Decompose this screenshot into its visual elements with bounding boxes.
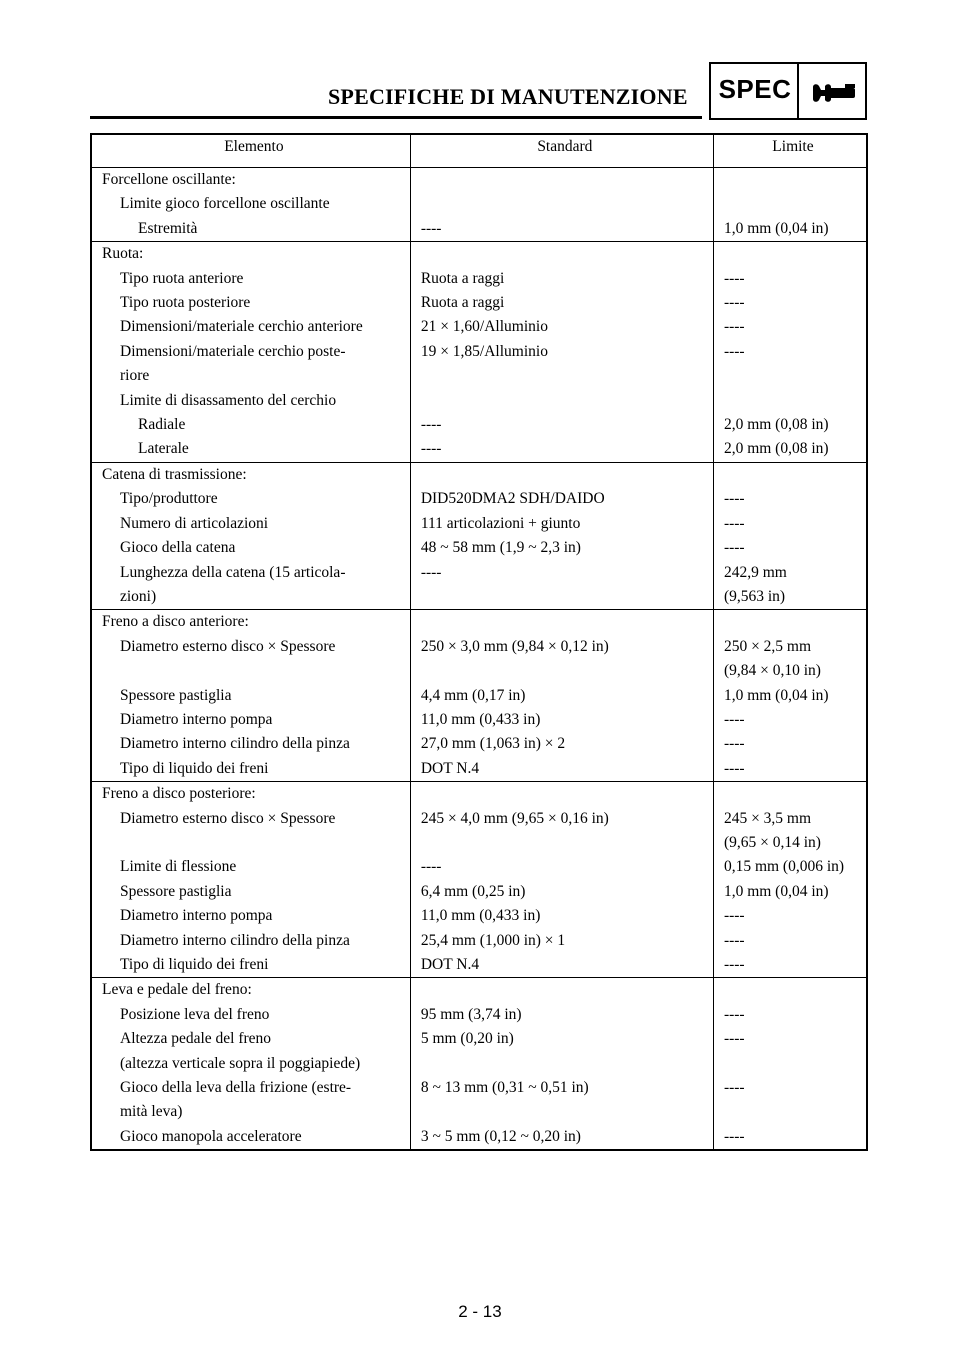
cell-standard: 19 × 1,85/Alluminio [410, 340, 713, 389]
cell-standard: 8 ~ 13 mm (0,31 ~ 0,51 in) [410, 1076, 713, 1125]
cell-limite: ---- [723, 907, 745, 925]
cell-elemento: Diametro interno pompa [91, 708, 410, 732]
cell-elemento: Diametro interno pompa [91, 904, 410, 928]
cell-standard: 11,0 mm (0,433 in) [410, 708, 713, 732]
cell-standard [410, 978, 713, 1003]
table-row [91, 610, 867, 635]
cell-elemento: Spessore pastiglia [91, 684, 410, 708]
cell-elemento: Radiale [91, 413, 410, 437]
cell-elemento: Limite di disassamento del cerchio [91, 389, 410, 413]
table-row [91, 340, 867, 389]
cell-elemento: Posizione leva del freno [91, 1003, 410, 1027]
cell-limite: ---- [723, 342, 745, 360]
cell-limite: ---- [713, 1125, 867, 1150]
cell-limite: 2,0 mm (0,08 in) [713, 437, 867, 462]
cell-limite: ---- [713, 953, 867, 978]
cell-standard: 245 × 4,0 mm (9,65 × 0,16 in) [410, 807, 713, 856]
table-row [91, 168, 867, 193]
cell-standard: 5 mm (0,20 in) [410, 1027, 713, 1076]
cell-limite [713, 782, 867, 807]
cell-limite [713, 192, 867, 216]
table-row [91, 953, 867, 978]
cell-standard: Ruota a raggi [410, 291, 713, 315]
cell-standard: DOT N.4 [410, 757, 713, 782]
table-row [91, 192, 867, 216]
cell-standard: DOT N.4 [410, 953, 713, 978]
cell-limite [713, 168, 867, 193]
table-row [91, 904, 867, 928]
table-row [91, 536, 867, 560]
cell-standard: 250 × 3,0 mm (9,84 × 0,12 in) [410, 635, 713, 684]
cell-elemento: Diametro esterno disco × Spessore [91, 807, 410, 856]
cell-standard: 21 × 1,60/Alluminio [410, 315, 713, 339]
table-header-row [91, 134, 867, 168]
table-row [91, 1125, 867, 1150]
cell-elemento: Tipo/produttore [91, 487, 410, 511]
table-row [91, 732, 867, 756]
table-row [91, 437, 867, 462]
page-title: SPECIFICHE DI MANUTENZIONE [328, 84, 688, 109]
cell-elemento: Gioco della catena [91, 536, 410, 560]
column-header-standard: Standard [410, 134, 713, 168]
cell-elemento: Ruota: [91, 242, 410, 267]
table-row [91, 880, 867, 904]
table-row [91, 782, 867, 807]
table-row [91, 855, 867, 879]
table-row [91, 217, 867, 242]
table-row [91, 1003, 867, 1027]
cell-elemento: Altezza pedale del freno (altezza verticale sopra il poggiapiede) [91, 1027, 410, 1076]
cell-limite: ---- [723, 931, 745, 949]
cell-standard [410, 610, 713, 635]
cell-limite: 1,0 mm (0,04 in) [723, 686, 829, 704]
table-row [91, 708, 867, 732]
table-row [91, 807, 867, 856]
cell-standard: 3 ~ 5 mm (0,12 ~ 0,20 in) [410, 1125, 713, 1150]
cell-limite [713, 610, 867, 635]
cell-standard: ---- [410, 561, 713, 610]
table-row [91, 389, 867, 413]
cell-elemento: Limite gioco forcellone oscillante [91, 192, 410, 216]
cell-limite: 1,0 mm (0,04 in) [713, 217, 867, 242]
cell-standard [410, 192, 713, 216]
table-row [91, 929, 867, 953]
cell-standard: DID520DMA2 SDH/DAIDO [410, 487, 713, 511]
table-row [91, 1076, 867, 1125]
cell-elemento: Estremità [91, 217, 410, 242]
cell-elemento: Forcellone oscillante: [91, 168, 410, 193]
table-row [91, 315, 867, 339]
cell-limite: ---- [723, 318, 745, 336]
cell-elemento: Lunghezza della catena (15 articola- zioni) [91, 561, 410, 610]
cell-elemento: Numero di articolazioni [91, 512, 410, 536]
cell-standard [410, 462, 713, 487]
cell-elemento: Laterale [91, 437, 410, 462]
spec-badge [709, 62, 867, 120]
cell-limite: ---- [723, 1005, 745, 1023]
spec-table [90, 133, 868, 1151]
cell-standard [410, 168, 713, 193]
table-row [91, 291, 867, 315]
table-row [91, 635, 867, 684]
table-row [91, 757, 867, 782]
cell-elemento: Tipo ruota anteriore [91, 267, 410, 291]
cell-standard: 4,4 mm (0,17 in) [410, 684, 713, 708]
table-row [91, 978, 867, 1003]
spec-badge-label: SPEC [718, 74, 792, 104]
table-row [91, 462, 867, 487]
cell-elemento: Gioco della leva della frizione (estre- mità leva) [91, 1076, 410, 1125]
cell-standard [410, 389, 713, 413]
cell-limite [713, 978, 867, 1003]
cell-limite: ---- [723, 710, 745, 728]
table-row [91, 561, 867, 610]
cell-limite [713, 462, 867, 487]
cell-standard [410, 782, 713, 807]
table-row [91, 684, 867, 708]
cell-limite: ---- [723, 1030, 745, 1048]
cell-standard: ---- [410, 413, 713, 437]
table-row [91, 242, 867, 267]
cell-standard: ---- [410, 217, 713, 242]
cell-elemento: Tipo di liquido dei freni [91, 757, 410, 782]
column-header-elemento: Elemento [91, 134, 410, 168]
table-row [91, 487, 867, 511]
table-row [91, 512, 867, 536]
cell-standard: 48 ~ 58 mm (1,9 ~ 2,3 in) [410, 536, 713, 560]
cell-limite [713, 389, 867, 413]
cell-standard: 6,4 mm (0,25 in) [410, 880, 713, 904]
cell-elemento: Diametro interno cilindro della pinza [91, 929, 410, 953]
cell-elemento: Leva e pedale del freno: [91, 978, 410, 1003]
table-row [91, 267, 867, 291]
table-body [91, 168, 867, 1151]
cell-elemento: Spessore pastiglia [91, 880, 410, 904]
cell-elemento: Gioco manopola acceleratore [91, 1125, 410, 1150]
cell-standard: 111 articolazioni + giunto [410, 512, 713, 536]
cell-limite: 245 × 3,5 mm (9,65 × 0,14 in) [723, 809, 821, 851]
cell-limite: ---- [723, 269, 745, 287]
cell-standard: Ruota a raggi [410, 267, 713, 291]
cell-elemento: Diametro esterno disco × Spessore [91, 635, 410, 684]
cell-limite: 0,15 mm (0,006 in) [723, 858, 845, 876]
cell-elemento: Freno a disco posteriore: [91, 782, 410, 807]
cell-limite [713, 242, 867, 267]
cell-limite: ---- [723, 539, 745, 557]
cell-elemento: Tipo ruota posteriore [91, 291, 410, 315]
cell-limite: ---- [723, 514, 745, 532]
spec-badge-divider [797, 64, 799, 118]
cell-elemento: Diametro interno cilindro della pinza [91, 732, 410, 756]
page-number: 2 - 13 [458, 1302, 502, 1321]
cell-standard: 11,0 mm (0,433 in) [410, 904, 713, 928]
cell-standard: 95 mm (3,74 in) [410, 1003, 713, 1027]
cell-elemento: Dimensioni/materiale cerchio poste- riore [91, 340, 410, 389]
cell-limite: 2,0 mm (0,08 in) [723, 416, 829, 434]
cell-limite: ---- [723, 490, 745, 508]
cell-standard: ---- [410, 437, 713, 462]
table-row [91, 413, 867, 437]
table-row [91, 1027, 867, 1076]
column-header-limite: Limite [713, 134, 867, 168]
wrench-icon [809, 78, 859, 108]
header-rule [90, 116, 702, 119]
cell-elemento: Tipo di liquido dei freni [91, 953, 410, 978]
cell-limite: ---- [723, 735, 745, 753]
cell-limite: 250 × 2,5 mm (9,84 × 0,10 in) [723, 637, 821, 680]
cell-elemento: Dimensioni/materiale cerchio anteriore [91, 315, 410, 339]
cell-standard: ---- [410, 855, 713, 879]
cell-limite: ---- [713, 757, 867, 782]
cell-standard [410, 242, 713, 267]
cell-limite: ---- [723, 294, 745, 312]
cell-limite: ---- [723, 1079, 745, 1097]
cell-standard: 27,0 mm (1,063 in) × 2 [410, 732, 713, 756]
cell-limite: 1,0 mm (0,04 in) [723, 882, 829, 900]
cell-elemento: Limite di flessione [91, 855, 410, 879]
cell-elemento: Catena di trasmissione: [91, 462, 410, 487]
cell-limite: 242,9 mm (9,563 in) [713, 561, 867, 610]
cell-elemento: Freno a disco anteriore: [91, 610, 410, 635]
cell-standard: 25,4 mm (1,000 in) × 1 [410, 929, 713, 953]
